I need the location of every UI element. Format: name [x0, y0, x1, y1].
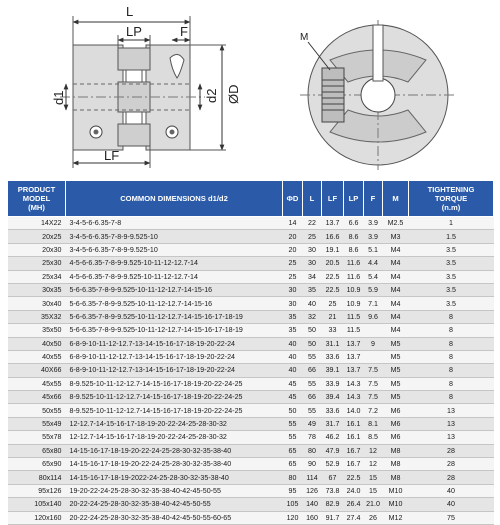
cell-lf: 33.6 — [322, 404, 344, 417]
cell-f: 5.4 — [364, 270, 383, 283]
end-view — [300, 20, 456, 170]
cell-d: 40 — [283, 350, 303, 363]
cell-f: 9.6 — [364, 310, 383, 323]
cell-t: 75 — [409, 511, 494, 524]
cell-model: 35x50 — [8, 324, 66, 337]
label-LF: LF — [104, 148, 120, 163]
cell-dims: 8-9.525-10-11-12-12.7-14-15-16-17-18-19-20-22-24-25 — [66, 404, 283, 417]
cell-lp: 27.4 — [344, 511, 364, 524]
cell-m: M5 — [383, 350, 409, 363]
cell-t: 13 — [409, 417, 494, 430]
cell-d: 120 — [283, 511, 303, 524]
cell-d: 65 — [283, 458, 303, 471]
cell-lp: 13.7 — [344, 364, 364, 377]
cell-d: 35 — [283, 310, 303, 323]
cell-t: 8 — [409, 310, 494, 323]
cell-dims: 12-12.7-14-15-16-17-18-19-20-22-24-25-28-30-32 — [66, 417, 283, 430]
cell-model: 45x66 — [8, 391, 66, 404]
table-row — [8, 484, 494, 497]
cell-model: 30x40 — [8, 297, 66, 310]
cell-lf: 82.9 — [322, 498, 344, 511]
header-torque: TIGHTENING TORQUE (n.m) — [409, 181, 494, 217]
cell-model: 40X66 — [8, 364, 66, 377]
cell-f: 7.2 — [364, 404, 383, 417]
cell-dims: 4-5-6-6.35-7-8-9-9.525-10-11-12-12.7-14 — [66, 270, 283, 283]
cell-lf: 16.6 — [322, 230, 344, 243]
table-row — [8, 257, 494, 270]
cell-f: 5.1 — [364, 243, 383, 256]
cell-lf: 33.6 — [322, 350, 344, 363]
cell-lp: 8.6 — [344, 230, 364, 243]
table-row — [8, 417, 494, 430]
cell-f: 8.1 — [364, 417, 383, 430]
cell-m: M8 — [383, 444, 409, 457]
cell-m: M4 — [383, 283, 409, 296]
cell-lf: 31.1 — [322, 337, 344, 350]
cell-dims: 3-4-5-6-6.35-7-8-9-9.525-10 — [66, 243, 283, 256]
table-row — [8, 404, 494, 417]
cell-f: 3.9 — [364, 230, 383, 243]
cell-lp: 6.6 — [344, 217, 364, 230]
header-LP: LP — [344, 181, 364, 217]
cell-dims: 14-15-16-17-18-19-20-22-24-25-28-30-32-35-38-40 — [66, 444, 283, 457]
cell-l: 55 — [303, 404, 322, 417]
cell-d: 30 — [283, 297, 303, 310]
cell-l: 25 — [303, 230, 322, 243]
label-d2: d2 — [204, 88, 219, 103]
table-row — [8, 444, 494, 457]
cell-lp: 10.9 — [344, 283, 364, 296]
cell-f: 3.9 — [364, 217, 383, 230]
cell-lf: 19.1 — [322, 243, 344, 256]
cell-t: 8 — [409, 350, 494, 363]
cell-t: 8 — [409, 377, 494, 390]
cell-dims: 4-5-6-6.35-7-8-9-9.525-10-11-12-12.7-14 — [66, 257, 283, 270]
cell-m: M10 — [383, 484, 409, 497]
cell-model: 30x35 — [8, 283, 66, 296]
table-body — [8, 217, 494, 525]
cell-dims: 8-9.525-10-11-12-12.7-14-15-16-17-18-19-20-22-24-25 — [66, 377, 283, 390]
cell-dims: 20-22-24-25-28-30-32-35-38-40-42-45-50-55 — [66, 498, 283, 511]
cell-lf: 33.9 — [322, 377, 344, 390]
cell-d: 65 — [283, 444, 303, 457]
cell-f: 21.0 — [364, 498, 383, 511]
cell-l: 160 — [303, 511, 322, 524]
cell-t: 8 — [409, 364, 494, 377]
cell-d: 40 — [283, 364, 303, 377]
cell-lp: 24.0 — [344, 484, 364, 497]
header-model: PRODUCT MODEL (MH) — [8, 181, 66, 217]
cell-m: M4 — [383, 297, 409, 310]
cell-dims: 6-8-9-10-11-12-12.7-13-14-15-16-17-18-19-20-22-24 — [66, 337, 283, 350]
cell-m: M3 — [383, 230, 409, 243]
cell-model: 40x55 — [8, 350, 66, 363]
cell-m: M5 — [383, 391, 409, 404]
cell-m: M10 — [383, 498, 409, 511]
cell-lp: 11.5 — [344, 324, 364, 337]
cell-l: 90 — [303, 458, 322, 471]
cell-lp: 26.4 — [344, 498, 364, 511]
cell-dims: 5-6-6.35-7-8-9-9.525-10-11-12-12.7-14-15-16-17-18-19 — [66, 310, 283, 323]
header-F: F — [364, 181, 383, 217]
cell-lf: 22.5 — [322, 270, 344, 283]
cell-f — [364, 324, 383, 337]
cell-f: 12 — [364, 458, 383, 471]
table-row — [8, 511, 494, 524]
cell-m: M4 — [383, 324, 409, 337]
cell-l: 66 — [303, 364, 322, 377]
cell-dims: 12-12.7-14-15-16-17-18-19-20-22-24-25-28-30-32 — [66, 431, 283, 444]
cell-d: 35 — [283, 324, 303, 337]
cell-model: 20x25 — [8, 230, 66, 243]
cell-f: 7.5 — [364, 364, 383, 377]
label-d1: d1 — [51, 90, 66, 105]
header-dims: COMMON DIMENSIONS d1/d2 — [66, 181, 283, 217]
cell-dims: 19-20-22-24-25-28-30-32-35-38-40-42-45-50-55 — [66, 484, 283, 497]
cell-lp: 16.1 — [344, 417, 364, 430]
table-row — [8, 350, 494, 363]
cell-m: M4 — [383, 243, 409, 256]
cell-model: 40x50 — [8, 337, 66, 350]
cell-t: 1 — [409, 217, 494, 230]
cell-lf: 13.7 — [322, 217, 344, 230]
cell-dims: 5-6-6.35-7-8-9-9.525-10-11-12-12.7-14-15-16-17-18-19 — [66, 324, 283, 337]
cell-lp: 16.1 — [344, 431, 364, 444]
label-M: M — [300, 32, 309, 43]
cell-lf: 25 — [322, 297, 344, 310]
table-row — [8, 391, 494, 404]
cell-dims: 3-4-5-6-6.35-7-8-9-9.525-10 — [66, 230, 283, 243]
cell-t: 28 — [409, 444, 494, 457]
cell-l: 50 — [303, 337, 322, 350]
cell-lf: 67 — [322, 471, 344, 484]
cell-model: 50x55 — [8, 404, 66, 417]
cell-lp: 14.3 — [344, 391, 364, 404]
cell-d: 45 — [283, 377, 303, 390]
cell-lp: 14.0 — [344, 404, 364, 417]
cell-model: 65x90 — [8, 458, 66, 471]
cell-model: 20x30 — [8, 243, 66, 256]
table-row — [8, 324, 494, 337]
cell-dims: 14-15-16-17-18-19-20-22-24-25-28-30-32-35-38-40 — [66, 458, 283, 471]
cell-lf: 52.9 — [322, 458, 344, 471]
cell-f: 26 — [364, 511, 383, 524]
cell-model: 105x140 — [8, 498, 66, 511]
side-view — [51, 4, 241, 168]
header-L: L — [303, 181, 322, 217]
cell-model: 120x160 — [8, 511, 66, 524]
cell-dims: 5-6-6.35-7-8-9-9.525-10-11-12-12.7-14-15-16 — [66, 283, 283, 296]
cell-d: 20 — [283, 243, 303, 256]
cell-l: 40 — [303, 297, 322, 310]
cell-lp: 8.6 — [344, 243, 364, 256]
cell-d: 45 — [283, 391, 303, 404]
cell-d: 80 — [283, 471, 303, 484]
cell-lp: 10.9 — [344, 297, 364, 310]
cell-lp: 16.7 — [344, 458, 364, 471]
cell-t: 40 — [409, 498, 494, 511]
cell-model: 14X22 — [8, 217, 66, 230]
cell-lf: 22.5 — [322, 283, 344, 296]
table-row — [8, 230, 494, 243]
cell-f: 9 — [364, 337, 383, 350]
cell-model: 25x30 — [8, 257, 66, 270]
cell-l: 35 — [303, 283, 322, 296]
cell-t: 40 — [409, 484, 494, 497]
clamp-screw — [322, 68, 344, 122]
cell-m: M4 — [383, 257, 409, 270]
cell-l: 66 — [303, 391, 322, 404]
cell-dims: 14-15-16-17-18-19-2022-24-25-28-30-32-35-38-40 — [66, 471, 283, 484]
cell-t: 8 — [409, 337, 494, 350]
cell-lf: 20.5 — [322, 257, 344, 270]
cell-model: 65x80 — [8, 444, 66, 457]
cell-dims: 8-9.525-10-11-12-12.7-14-15-16-17-18-19-20-22-24-25 — [66, 391, 283, 404]
cell-lp: 11.5 — [344, 310, 364, 323]
bore — [361, 78, 395, 112]
table-row — [8, 217, 494, 230]
table-row — [8, 270, 494, 283]
cell-m: M5 — [383, 337, 409, 350]
cell-l: 114 — [303, 471, 322, 484]
cell-dims: 3-4-5-6-6.35-7-8 — [66, 217, 283, 230]
cell-m: M6 — [383, 417, 409, 430]
cell-lf: 73.8 — [322, 484, 344, 497]
cell-lf: 39.4 — [322, 391, 344, 404]
cell-t: 3.5 — [409, 270, 494, 283]
cell-model: 95x126 — [8, 484, 66, 497]
cell-t: 1.5 — [409, 230, 494, 243]
cell-d: 55 — [283, 417, 303, 430]
table-row — [8, 431, 494, 444]
cell-m: M12 — [383, 511, 409, 524]
cell-d: 95 — [283, 484, 303, 497]
header-LF: LF — [322, 181, 344, 217]
label-F: F — [180, 24, 188, 39]
cell-d: 30 — [283, 283, 303, 296]
cell-d: 14 — [283, 217, 303, 230]
cell-f: 5.9 — [364, 283, 383, 296]
label-phiD: ØD — [226, 84, 241, 104]
cell-m: M5 — [383, 364, 409, 377]
cell-m: M5 — [383, 377, 409, 390]
cell-lf: 47.9 — [322, 444, 344, 457]
cell-model: 35X32 — [8, 310, 66, 323]
table-row — [8, 243, 494, 256]
cell-f: 7.1 — [364, 297, 383, 310]
cell-d: 55 — [283, 431, 303, 444]
cell-t: 8 — [409, 324, 494, 337]
cell-lf: 46.2 — [322, 431, 344, 444]
cell-d: 105 — [283, 498, 303, 511]
cell-t: 28 — [409, 471, 494, 484]
cell-m: M4 — [383, 270, 409, 283]
label-LP: LP — [126, 24, 142, 39]
cell-lp: 22.5 — [344, 471, 364, 484]
cell-l: 30 — [303, 243, 322, 256]
cell-l: 55 — [303, 350, 322, 363]
cell-f: 7.5 — [364, 377, 383, 390]
cell-l: 30 — [303, 257, 322, 270]
cell-l: 126 — [303, 484, 322, 497]
spider-insert — [126, 70, 142, 82]
cell-lp: 11.6 — [344, 270, 364, 283]
cell-lf: 33 — [322, 324, 344, 337]
cell-model: 25x34 — [8, 270, 66, 283]
cell-t: 13 — [409, 404, 494, 417]
cell-lf: 91.7 — [322, 511, 344, 524]
cell-t: 8 — [409, 391, 494, 404]
cell-f: 4.4 — [364, 257, 383, 270]
cell-d: 40 — [283, 337, 303, 350]
cell-l: 55 — [303, 377, 322, 390]
cell-m: M8 — [383, 458, 409, 471]
cell-l: 49 — [303, 417, 322, 430]
table-row — [8, 297, 494, 310]
cell-lp: 11.6 — [344, 257, 364, 270]
cell-lp: 16.7 — [344, 444, 364, 457]
cell-model: 80x114 — [8, 471, 66, 484]
cell-t: 3.5 — [409, 297, 494, 310]
cell-m: M8 — [383, 471, 409, 484]
cell-l: 140 — [303, 498, 322, 511]
cell-f: 7.5 — [364, 391, 383, 404]
header-phiD: ΦD — [283, 181, 303, 217]
cell-lf: 21 — [322, 310, 344, 323]
cell-m: M4 — [383, 310, 409, 323]
cell-lp: 13.7 — [344, 337, 364, 350]
cell-d: 20 — [283, 230, 303, 243]
cell-m: M6 — [383, 404, 409, 417]
cell-model: 55x78 — [8, 431, 66, 444]
cell-lf: 31.7 — [322, 417, 344, 430]
cell-l: 22 — [303, 217, 322, 230]
cell-dims: 6-8-9-10-11-12-12.7-13-14-15-16-17-18-19-20-22-24 — [66, 350, 283, 363]
cell-d: 25 — [283, 270, 303, 283]
table-row — [8, 283, 494, 296]
cell-m: M2.5 — [383, 217, 409, 230]
cell-l: 50 — [303, 324, 322, 337]
cell-model: 55x49 — [8, 417, 66, 430]
cell-l: 80 — [303, 444, 322, 457]
cell-d: 25 — [283, 257, 303, 270]
table-row — [8, 337, 494, 350]
cell-t: 3.5 — [409, 243, 494, 256]
cell-l: 32 — [303, 310, 322, 323]
cell-d: 50 — [283, 404, 303, 417]
cell-t: 28 — [409, 458, 494, 471]
dimensions-table — [7, 180, 494, 525]
cell-lp: 14.3 — [344, 377, 364, 390]
cell-t: 3.5 — [409, 283, 494, 296]
cell-dims: 5-6-6.35-7-8-9-9.525-10-11-12-12.7-14-15-16 — [66, 297, 283, 310]
cell-lp: 13.7 — [344, 350, 364, 363]
table-row — [8, 471, 494, 484]
cell-f: 8.5 — [364, 431, 383, 444]
cell-t: 13 — [409, 431, 494, 444]
cell-dims: 20-22-24-25-28-30-32-35-38-40-42-45-50-55-60-65 — [66, 511, 283, 524]
cell-model: 45x55 — [8, 377, 66, 390]
cell-f — [364, 350, 383, 363]
table-row — [8, 310, 494, 323]
cell-f: 15 — [364, 484, 383, 497]
table-row — [8, 377, 494, 390]
cell-f: 12 — [364, 444, 383, 457]
cell-l: 34 — [303, 270, 322, 283]
cell-dims: 6-8-9-10-11-12-12.7-13-14-15-16-17-18-19-20-22-24 — [66, 364, 283, 377]
cell-l: 78 — [303, 431, 322, 444]
cell-m: M6 — [383, 431, 409, 444]
coupling-drawing — [0, 0, 500, 175]
cell-f: 15 — [364, 471, 383, 484]
label-L: L — [126, 4, 134, 19]
cell-lf: 39.1 — [322, 364, 344, 377]
cell-t: 3.5 — [409, 257, 494, 270]
table-row — [8, 458, 494, 471]
header-M: M — [383, 181, 409, 217]
table-row — [8, 364, 494, 377]
